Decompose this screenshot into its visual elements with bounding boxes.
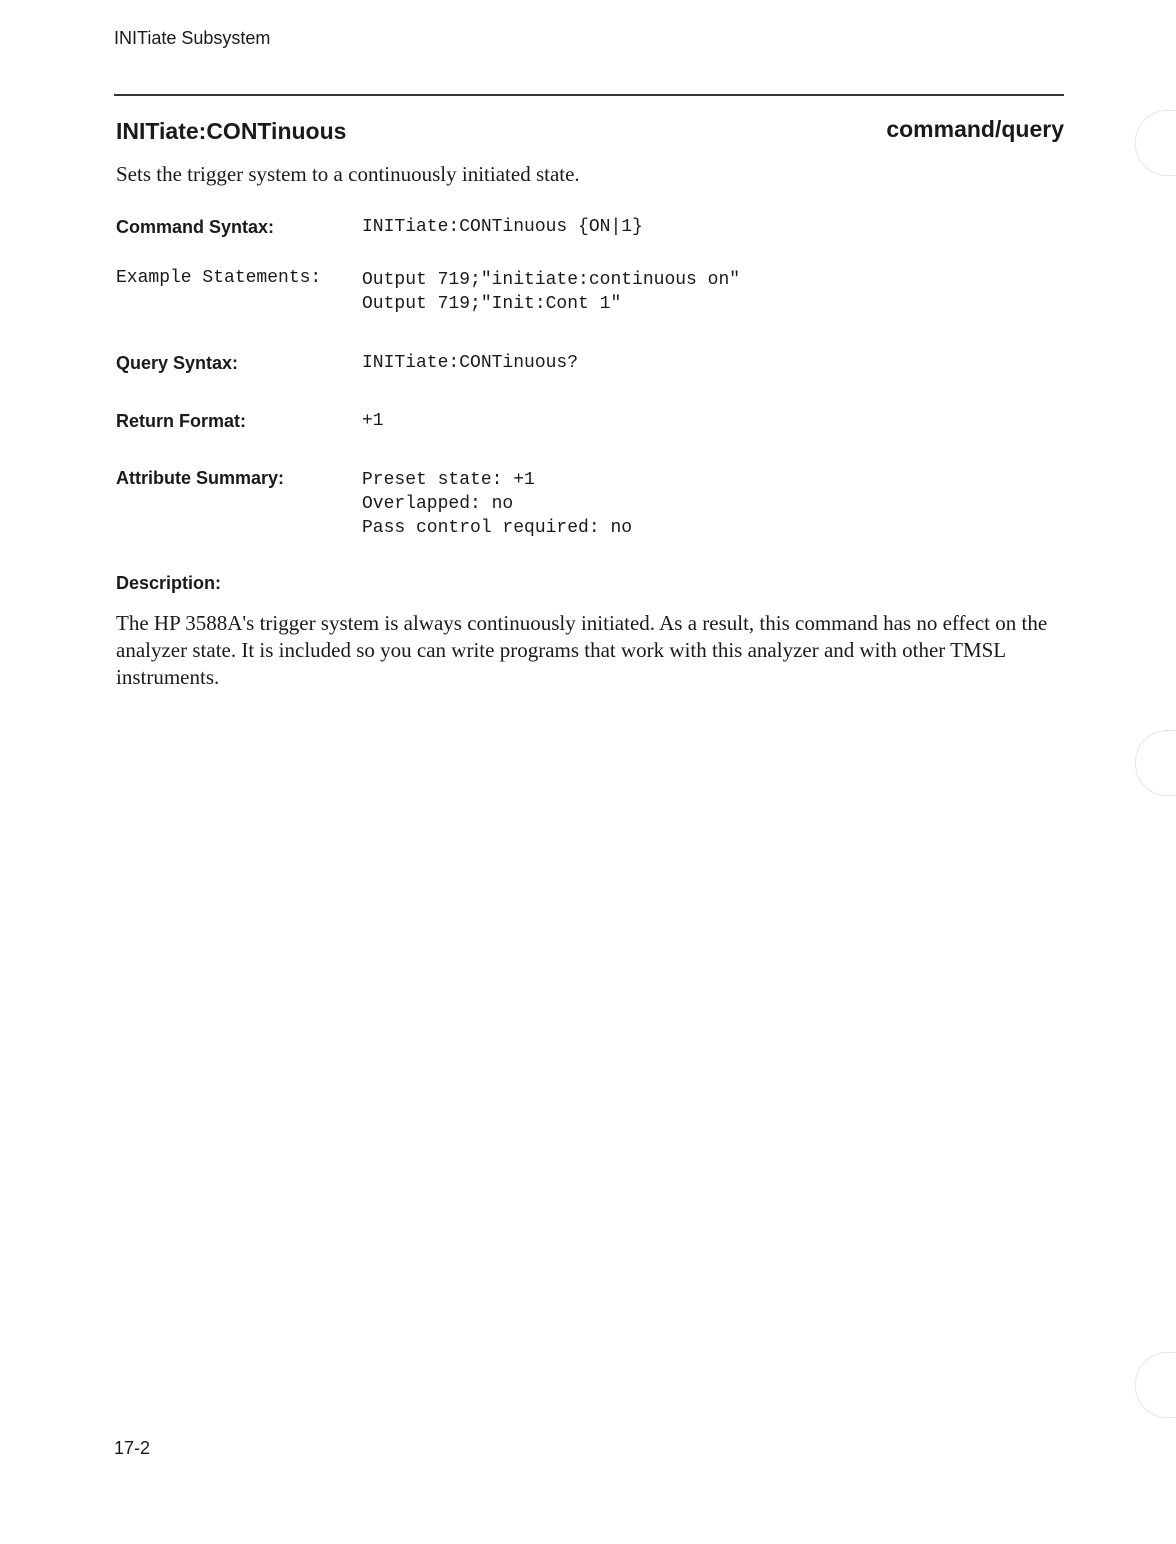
attribute-line: Preset state: +1: [362, 470, 535, 490]
command-syntax-label: Command Syntax:: [116, 217, 275, 237]
punch-hole: [1135, 110, 1176, 176]
query-syntax-value: INITiate:CONTinuous?: [362, 353, 579, 373]
attribute-line: Pass control required: no: [362, 518, 633, 538]
query-syntax-label: Query Syntax:: [116, 353, 239, 373]
header-rule: [114, 94, 1064, 96]
description-text: The HP 3588A's trigger system is always continuously initiated. As a result, this command has no effect on the analyzer state. It is included so you can write programs that work with this analyzer and with other TMSL instruments.: [116, 611, 1048, 689]
attribute-summary-value: [362, 468, 632, 540]
page-number: 17-2: [114, 1438, 151, 1458]
return-format-label: Return Format:: [116, 411, 246, 431]
example-statements-label: Example Statements:: [116, 268, 322, 288]
punch-hole: [1135, 730, 1176, 796]
command-title: INITiate:CONTinuous: [116, 118, 347, 144]
example-statements-value: [362, 268, 740, 316]
command-summary: Sets the trigger system to a continuously initiated state.: [116, 162, 580, 186]
running-head: INITiate Subsystem: [114, 28, 271, 48]
attribute-line: Overlapped: no: [362, 494, 514, 514]
attribute-summary-label: Attribute Summary:: [116, 468, 285, 488]
punch-hole: [1135, 1352, 1176, 1418]
return-format-value: +1: [362, 411, 384, 431]
command-type: command/query: [886, 116, 1064, 142]
example-statement: Output 719;"initiate:continuous on": [362, 270, 741, 290]
example-statement: Output 719;"Init:Cont 1": [362, 294, 622, 314]
command-syntax-value: INITiate:CONTinuous {ON|1}: [362, 217, 643, 237]
description-heading: Description:: [116, 573, 222, 593]
